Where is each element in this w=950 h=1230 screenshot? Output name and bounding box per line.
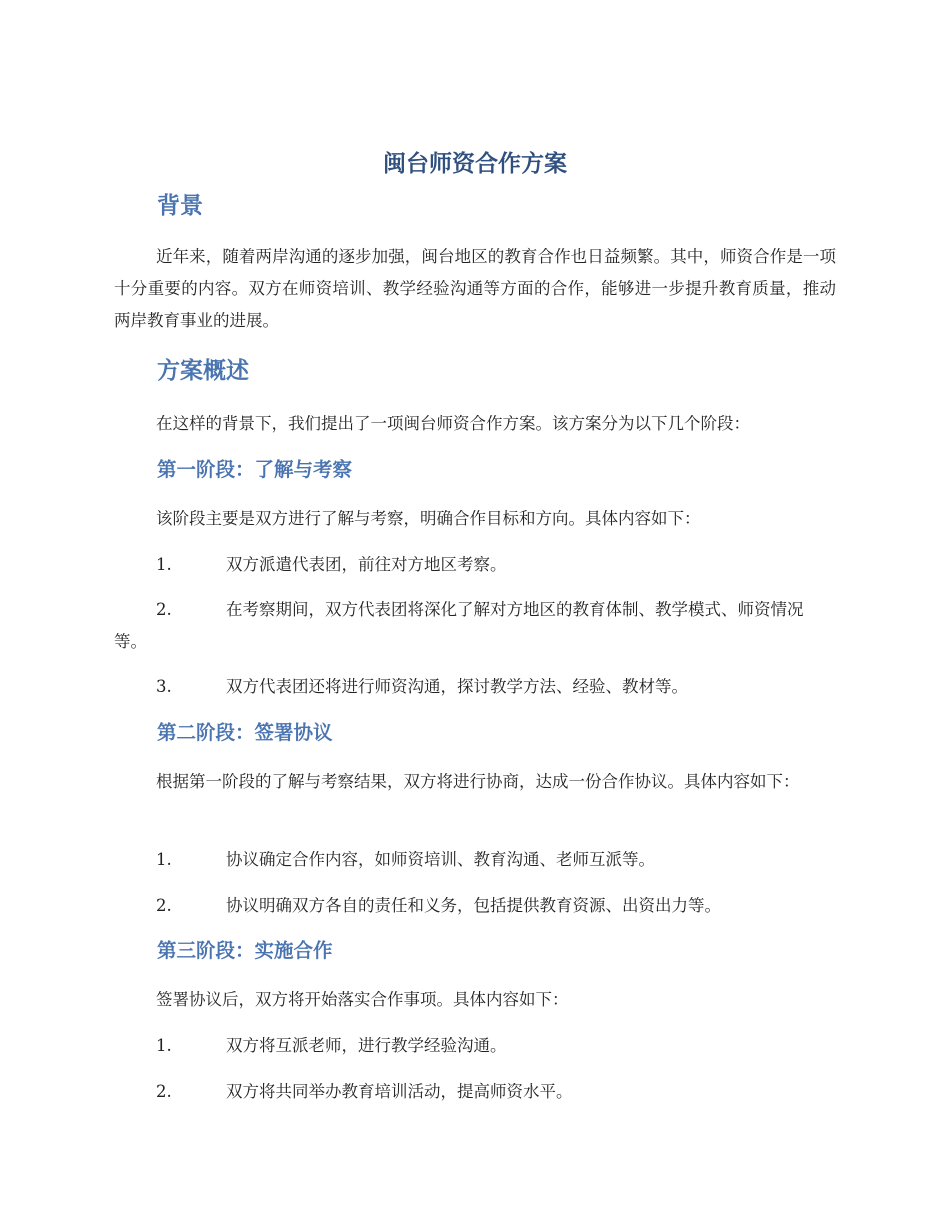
list-item-number: 2. <box>156 896 172 915</box>
list-item-text: 在考察期间，双方代表团将深化了解对方地区的教育体制、教学模式、师资情况等。 <box>114 600 804 651</box>
list-item <box>114 549 836 581</box>
list-item-text: 双方将互派老师，进行教学经验沟通。 <box>226 1036 507 1055</box>
list-item <box>114 890 836 922</box>
list-item-number: 3. <box>156 677 172 696</box>
paragraph-overview: 在这样的背景下，我们提出了一项闽台师资合作方案。该方案分为以下几个阶段： <box>156 414 750 433</box>
list-item-number: 1. <box>156 1036 172 1055</box>
paragraph-stage1-intro: 该阶段主要是双方进行了解与考察，明确合作目标和方向。具体内容如下： <box>156 509 701 528</box>
list-item <box>114 671 836 703</box>
list-item-text: 协议明确双方各自的责任和义务，包括提供教育资源、出资出力等。 <box>226 896 721 915</box>
list-item-number: 1. <box>156 555 172 574</box>
list-item <box>114 594 836 658</box>
list-item-text: 双方派遣代表团，前往对方地区考察。 <box>226 555 507 574</box>
paragraph-background: 近年来，随着两岸沟通的逐步加强，闽台地区的教育合作也日益频繁。其中，师资合作是一项十分重要的内容。双方在师资培训、教学经验沟通等方面的合作，能够进一步提升教育质量，推动两岸教育事业的进展。 <box>114 247 836 330</box>
list-item-number: 2. <box>156 1082 172 1101</box>
paragraph-stage2-intro: 根据第一阶段的了解与考察结果，双方将进行协商，达成一份合作协议。具体内容如下： <box>156 772 800 791</box>
list-item-text: 协议确定合作内容，如师资培训、教育沟通、老师互派等。 <box>226 850 655 869</box>
heading-stage1: 第一阶段：了解与考察 <box>157 458 353 481</box>
list-item <box>114 1030 836 1062</box>
heading-background: 背景 <box>157 193 203 219</box>
list-item <box>114 1076 836 1108</box>
list-item-text: 双方代表团还将进行师资沟通，探讨教学方法、经验、教材等。 <box>226 677 688 696</box>
list-item <box>114 844 836 876</box>
heading-stage2: 第二阶段：签署协议 <box>157 721 333 744</box>
paragraph-stage3-intro: 签署协议后，双方将开始落实合作事项。具体内容如下： <box>156 990 569 1009</box>
list-item-number: 1. <box>156 850 172 869</box>
heading-overview: 方案概述 <box>157 358 249 384</box>
list-item-text: 双方将共同举办教育培训活动，提高师资水平。 <box>226 1082 573 1101</box>
document-title: 闽台师资合作方案 <box>383 151 567 177</box>
heading-stage3: 第三阶段：实施合作 <box>157 939 333 962</box>
list-item-number: 2. <box>156 600 172 619</box>
